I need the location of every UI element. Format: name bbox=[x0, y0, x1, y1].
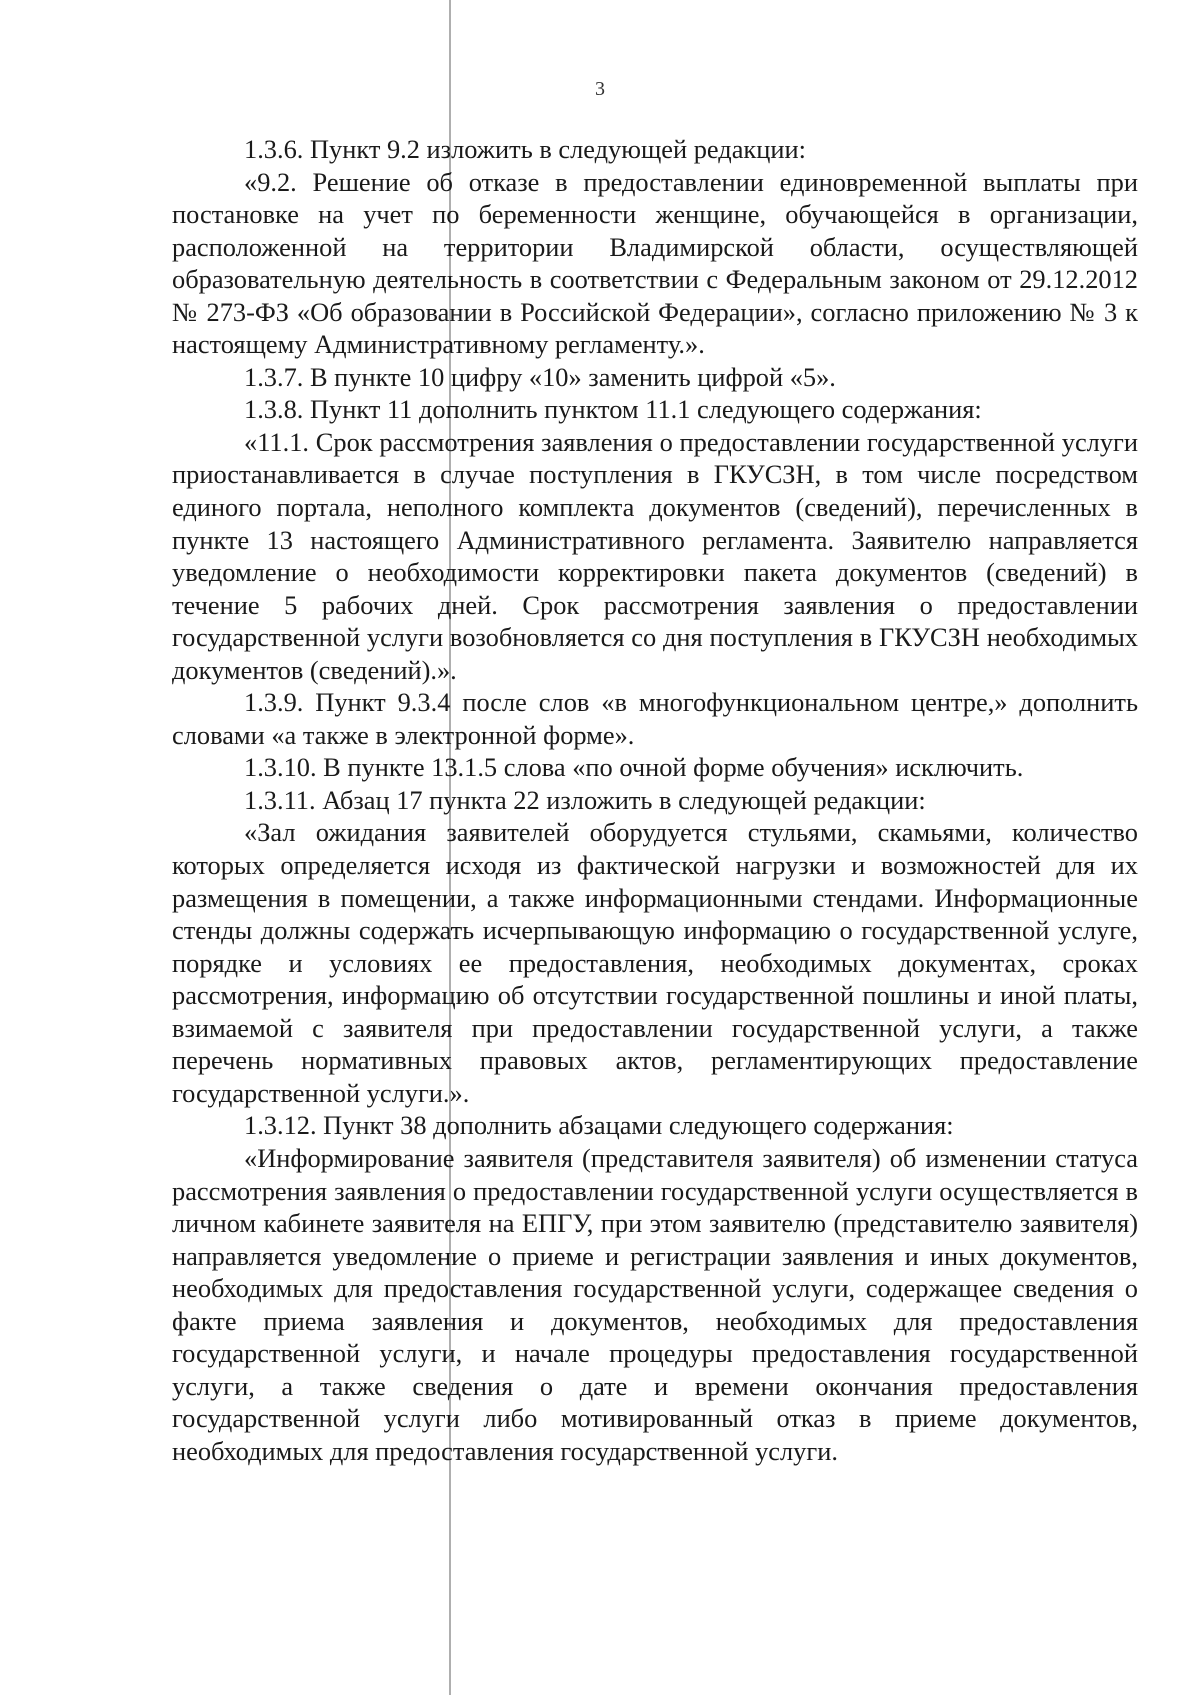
paragraph-1-3-12: 1.3.12. Пункт 38 дополнить абзацами следующего содержания: bbox=[244, 1110, 954, 1141]
paragraph-1-3-8: 1.3.8. Пункт 11 дополнить пунктом 11.1 следующего содержания: bbox=[244, 394, 982, 425]
paragraph-9-2-text: «9.2. Решение об отказе в предоставлении единовременной выплаты при постановке на учет по беременности женщине, обучающейся в организации, расположенной на территории Владимирской области, осуществляющей образовательную деятельность в соответствии с Федеральным законом от 29.12.2012 № 273-ФЗ «Об образовании в Российской Федерации», согласно приложению № 3 к настоящему Административному регламенту.». bbox=[172, 166, 1138, 360]
paragraph-1-3-9: 1.3.9. Пункт 9.3.4 после слов «в многофункциональном центре,» дополнить словами «а также в электронной форме». bbox=[172, 687, 1138, 750]
paragraph-informing-text: «Информирование заявителя (представителя заявителя) об изменении статуса рассмотрения заявления о предоставлении государственной услуги осуществляется в личном кабинете заявителя на ЕПГУ, при этом заявителю (представителю заявителя) направляется уведомление о приеме и регистрации заявления и иных документов, необходимых для предоставления государственной услуги, содержащее сведения о факте приема заявления и документов, необходимых для предоставления государственной услуги, и начале процедуры предоставления государственной услуги, а также сведения о дате и времени окончания предоставления государственной услуги либо мотивированный отказ в приеме документов, необходимых для предоставления государственной услуги. bbox=[172, 1142, 1138, 1466]
paragraph-1-3-6: 1.3.6. Пункт 9.2 изложить в следующей редакции: bbox=[244, 134, 806, 164]
page-number: 3 bbox=[595, 78, 605, 100]
paragraph-11-1-text: «11.1. Срок рассмотрения заявления о предоставлении государственной услуги приостанавливается в случае поступления в ГКУСЗН, в том числе посредством единого портала, неполного комплекта документов (сведений), перечисленных в пункте 13 настоящего Административного регламента. Заявителю направляется уведомление о необходимости корректировки пакета документов (сведений) в течение 5 рабочих дней. Срок рассмотрения заявления о предоставлении государственной услуги возобновляется со дня поступления в ГКУСЗН необходимых документов (сведений).». bbox=[172, 426, 1138, 685]
paragraph-1-3-7: 1.3.7. В пункте 10 цифру «10» заменить цифрой «5». bbox=[244, 361, 836, 392]
paragraph-1-3-11: 1.3.11. Абзац 17 пункта 22 изложить в следующей редакции: bbox=[244, 784, 926, 815]
document-body bbox=[172, 133, 1138, 1467]
paragraph-waiting-room-text: «Зал ожидания заявителей оборудуется стульями, скамьями, количество которых определяется исходя из фактической нагрузки и возможностей для их размещения в помещении, а также информационными стендами. Информационные стенды должны содержать исчерпывающую информацию о государственной услуге, порядке и условиях ее предоставления, необходимых документах, сроках рассмотрения, информацию об отсутствии государственной пошлины и иной платы, взимаемой с заявителя при предоставлении государственной услуги, а также перечень нормативных правовых актов, регламентирующих предоставление государственной услуги.». bbox=[172, 817, 1138, 1108]
paragraph-1-3-10: 1.3.10. В пункте 13.1.5 слова «по очной форме обучения» исключить. bbox=[244, 752, 1024, 783]
